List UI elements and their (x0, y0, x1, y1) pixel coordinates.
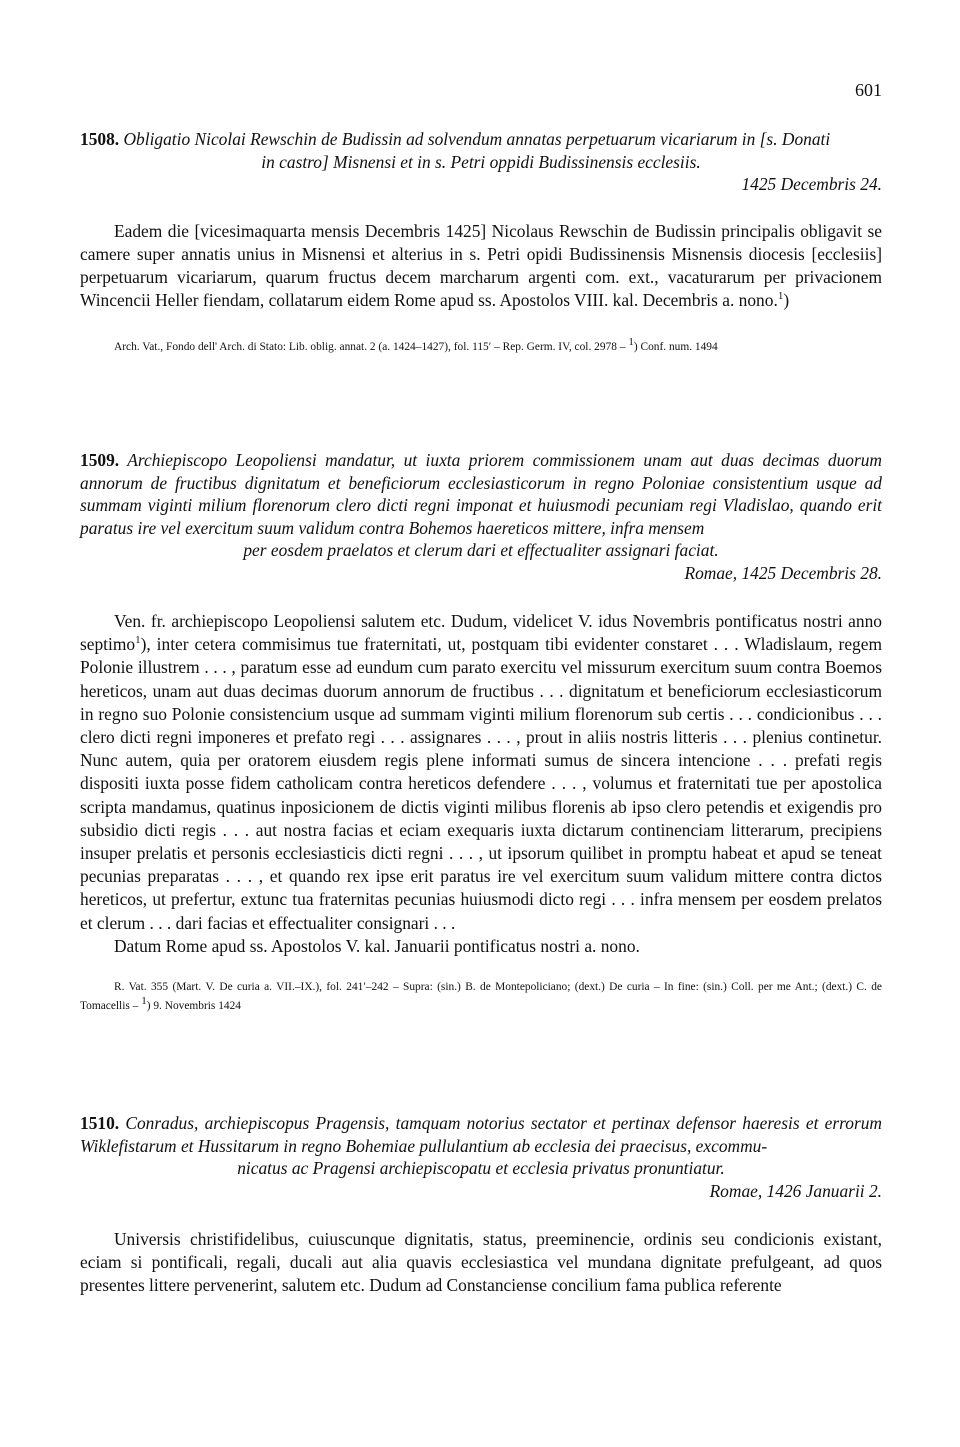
entry-1509 (80, 449, 882, 1016)
source-text: ) Conf. num. 1494 (633, 341, 718, 354)
footnote-marker: 1 (141, 995, 147, 1008)
heading-line: per eosdem praelatos et clerum dari et effectualiter assignari faciat. (243, 540, 719, 560)
body-paragraph (80, 220, 882, 313)
footnote-marker: 1 (135, 634, 141, 647)
entry-date: Romae, 1426 Januarii 2. (709, 1180, 882, 1201)
page-number: 601 (855, 80, 882, 100)
body-text: ) (783, 290, 790, 311)
entry-number: 1508. (80, 129, 120, 149)
entry-date: 1425 Decembris 24. (741, 174, 882, 194)
heading-line: nicatus ac Pragensi archiepiscopatu et ecclesia privatus pronuntiatur. (237, 1158, 725, 1178)
entry-heading (80, 449, 882, 584)
source-text: R. Vat. 355 (Mart. V. De curia a. VII.–IX.), fol. 241′–242 – Supra: (sin.) B. de Montepoliciano; (dext.) De curia – In fine: (sin.) Coll. per me Ant.; (dext.) C. de Tomacellis – (80, 981, 882, 1013)
body-text: ), inter cetera commisimus tue fraternitati, ut, postquam tibi evidenter constaret . . . Wladislaum, regem Polonie illustrem . . . , paratum esse ad eundum cum parato exercitu vel missurum exercitum suum contra Boemos hereticos, unam aut duas decimas duorum annorum de fructibus . . . dignitatum et beneficiorum ecclesiasticorum in regno suo Polonie consistencium usque ad summam viginti milium florenorum sub certis . . . condicionibus . . . clero dicti regni imponeres et prefato regi . . . assignares . . . , prout in aliis nostris litteris . . . plenius continetur. Nunc autem, quia per oratorem eiusdem regis plene informati sumus de sincera intencione . . . prefati regis dispositi iuxta posse fidem catholicam contra hereticos defendere . . . , volumus et fraternitati tue per apostolica scripta mandamus, quatinus inposicionem de dictis viginti milibus florenis ab ipso clero petendis et exigendis pro subsidio dicti regis . . . aut nostra facias et eciam exequaris iuxta dictarum continenciam litterarum, precipiens insuper prelatis et personis ecclesiasticis dicti regni . . . , ut ipsorum quilibet in promptu habeat et apud se teneat pecunias preparatas . . . , et quando rex ipse erit paratus ire vel exercitum suum validum mittere contra dictos hereticos, ut prefertur, extunc tua fraternitas pecunias huiusmodi dicto regi . . . infra mensem per eosdem prelatos et clerum . . . dari facias et effectualiter consignari . . . (80, 634, 882, 933)
entry-date: Romae, 1425 Decembris 28. (684, 562, 882, 583)
heading-line: in castro] Misnensi et in s. Petri oppidi Budissinensis ecclesiis. (261, 151, 701, 172)
footnote-marker: 1 (777, 290, 784, 303)
body-text: Eadem die [vicesimaquarta mensis Decembris 1425] Nicolaus Rewschin de Budissin principalis obligavit se camere super annatis unius in Misnensi et alterius in s. Petri opidi Budissinensis Misnensis diocesis [ecclesiis] perpetuarum vicariarum, quarum fructus decem marcharum argenti com. ext., vacaturarum per privacionem Wincencii Heller fiendam, collatarum eidem Rome apud ss. Apostolos VIII. kal. Decembris a. nono. (80, 220, 882, 311)
heading-text: Archiepiscopo Leopoliensi mandatur, ut iuxta priorem commissionem unam aut duas decimas duorum annorum de fructibus dignitatum et beneficiorum ecclesiasticorum in regno Poloniae consistentium usque ad summam viginti milium florenorum clero dicti regni imponat et huiusmodi pecuniam regi Vladislao, quando erit paratus ire vel exercitum suum validum contra Bohemos haereticos mittere, infra mensem (80, 450, 882, 538)
heading-text: Conradus, archiepiscopus Pragensis, tamquam notorius sectator et pertinax defensor haeresis et errorum Wiklefistarum et Hussitarum in regno Bohemiae pullulantium ab ecclesia dei praecisus, excommu- (80, 1113, 882, 1156)
entry-1508 (80, 128, 882, 357)
body-paragraph-datum: Datum Rome apud ss. Apostolos V. kal. Januarii pontificatus nostri a. nono. (114, 935, 640, 956)
entry-body (80, 610, 882, 958)
source-text: ) 9. Novembris 1424 (146, 1000, 241, 1013)
source-note (80, 978, 882, 1016)
entry-heading (80, 1112, 882, 1202)
body-paragraph (80, 610, 882, 935)
heading-line: Obligatio Nicolai Rewschin de Budissin ad solvendum annatas perpetuarum vicariarum in [s. Donati (123, 129, 831, 149)
entry-heading (80, 128, 882, 196)
source-text: Arch. Vat., Fondo dell' Arch. di Stato: Lib. oblig. annat. 2 (a. 1424–1427), fol. 115′ – Rep. Germ. IV, col. 2978 – (114, 341, 629, 354)
source-note (80, 338, 882, 357)
footnote-marker: 1 (628, 336, 634, 349)
entry-body (80, 220, 882, 313)
entry-body (80, 1228, 882, 1298)
entry-number: 1510. (80, 1113, 120, 1133)
body-paragraph: Universis christifidelibus, cuiuscunque dignitatis, status, preeminencie, ordinis seu condicionis existant, eciam si pontificali, regali, ducali aut alia quavis ecclesiastica vel mundana dignitate prefulgeant, ad quos presentes littere pervenerint, salutem etc. Dudum ad Constanciense concilium fama publica referente (80, 1229, 882, 1296)
entry-number: 1509. (80, 450, 120, 470)
body-text: Ven. fr. archiepiscopo Leopoliensi salutem etc. Dudum, videlicet V. idus Novembris pontificatus nostri anno septimo (80, 611, 882, 655)
entry-1510 (80, 1112, 882, 1298)
